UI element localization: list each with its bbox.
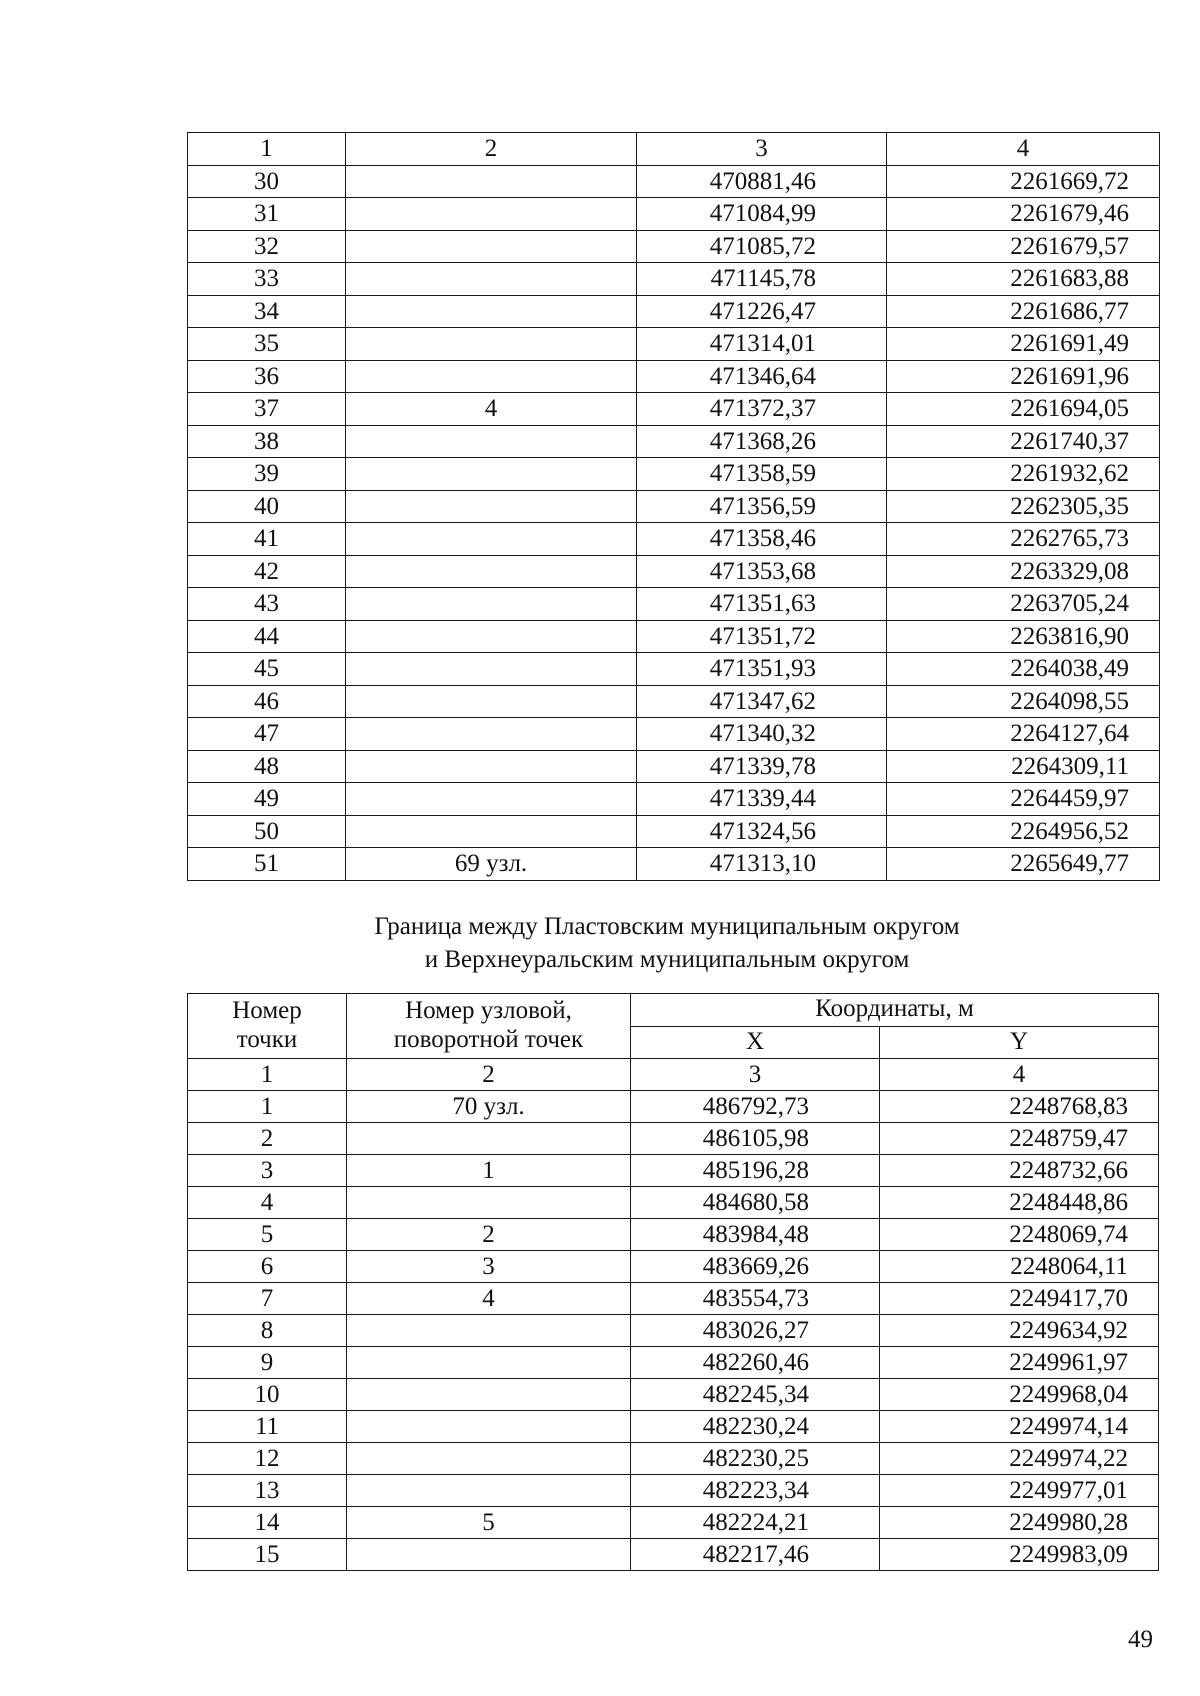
node-number-cell <box>346 750 637 783</box>
table-row <box>188 393 1160 426</box>
point-number-cell: 51 <box>188 848 346 881</box>
table-row <box>188 263 1160 296</box>
node-number-cell: 69 узл. <box>346 848 637 881</box>
point-number-cell: 11 <box>188 1411 347 1443</box>
point-number-cell: 48 <box>188 750 346 783</box>
column-number: 3 <box>637 133 887 166</box>
table-row <box>188 1123 1159 1155</box>
x-coordinate-cell: 471372,37 <box>637 393 887 426</box>
coordinates-table-continued <box>187 132 1160 881</box>
x-coordinate-cell: 486792,73 <box>631 1091 880 1123</box>
y-coordinate-cell: 2248064,11 <box>880 1251 1159 1283</box>
table-row <box>188 718 1160 751</box>
section-heading-line-2: и Верхнеуральским муниципальным округом <box>424 946 910 973</box>
header-point-number: Номер точки <box>188 994 347 1059</box>
y-coordinate-cell: 2261740,37 <box>887 425 1160 458</box>
point-number-cell: 45 <box>188 653 346 686</box>
x-coordinate-cell: 482260,46 <box>631 1347 880 1379</box>
section-heading-line-1: Граница между Пластовским муниципальным округом <box>374 913 960 940</box>
table-row <box>188 1411 1159 1443</box>
y-coordinate-cell: 2248448,86 <box>880 1187 1159 1219</box>
coordinates-table <box>187 993 1159 1571</box>
point-number-cell: 40 <box>188 490 346 523</box>
node-number-cell <box>347 1315 631 1347</box>
node-number-cell <box>346 328 637 361</box>
x-coordinate-cell: 482230,25 <box>631 1443 880 1475</box>
table-row <box>188 653 1160 686</box>
point-number-cell: 2 <box>188 1123 347 1155</box>
point-number-cell: 41 <box>188 523 346 556</box>
point-number-cell: 47 <box>188 718 346 751</box>
y-coordinate-cell: 2249977,01 <box>880 1475 1159 1507</box>
node-number-cell: 4 <box>347 1283 631 1315</box>
point-number-cell: 9 <box>188 1347 347 1379</box>
node-number-cell <box>346 685 637 718</box>
point-number-cell: 35 <box>188 328 346 361</box>
node-number-cell <box>346 360 637 393</box>
y-coordinate-cell: 2262305,35 <box>887 490 1160 523</box>
table-row <box>188 1379 1159 1411</box>
y-coordinate-cell: 2264127,64 <box>887 718 1160 751</box>
node-number-cell <box>347 1539 631 1571</box>
y-coordinate-cell: 2249974,14 <box>880 1411 1159 1443</box>
table-row <box>188 1091 1159 1123</box>
table-row <box>188 1475 1159 1507</box>
x-coordinate-cell: 471314,01 <box>637 328 887 361</box>
x-coordinate-cell: 471324,56 <box>637 815 887 848</box>
node-number-cell <box>346 198 637 231</box>
node-number-cell <box>346 165 637 198</box>
y-coordinate-cell: 2264038,49 <box>887 653 1160 686</box>
x-coordinate-cell: 471347,62 <box>637 685 887 718</box>
node-number-cell <box>347 1379 631 1411</box>
point-number-cell: 3 <box>188 1155 347 1187</box>
y-coordinate-cell: 2264956,52 <box>887 815 1160 848</box>
node-number-cell <box>347 1411 631 1443</box>
node-number-cell: 4 <box>346 393 637 426</box>
node-number-cell: 5 <box>347 1507 631 1539</box>
table-row <box>188 685 1160 718</box>
y-coordinate-cell: 2249983,09 <box>880 1539 1159 1571</box>
section-heading <box>0 910 1200 976</box>
y-coordinate-cell: 2264459,97 <box>887 783 1160 816</box>
x-coordinate-cell: 471085,72 <box>637 230 887 263</box>
table-row <box>188 1283 1159 1315</box>
point-number-cell: 39 <box>188 458 346 491</box>
x-coordinate-cell: 483669,26 <box>631 1251 880 1283</box>
point-number-cell: 44 <box>188 620 346 653</box>
header-y: Y <box>880 1026 1159 1059</box>
header-x: X <box>631 1026 880 1059</box>
x-coordinate-cell: 471353,68 <box>637 555 887 588</box>
table-row <box>188 1315 1159 1347</box>
header-coordinates: Координаты, м <box>631 994 1159 1027</box>
point-number-cell: 46 <box>188 685 346 718</box>
point-number-cell: 8 <box>188 1315 347 1347</box>
column-number-row <box>188 133 1160 166</box>
x-coordinate-cell: 471351,72 <box>637 620 887 653</box>
column-number: 4 <box>880 1059 1159 1091</box>
y-coordinate-cell: 2261932,62 <box>887 458 1160 491</box>
table-row <box>188 1443 1159 1475</box>
point-number-cell: 13 <box>188 1475 347 1507</box>
node-number-cell <box>346 263 637 296</box>
y-coordinate-cell: 2263705,24 <box>887 588 1160 621</box>
node-number-cell <box>346 620 637 653</box>
table-row <box>188 523 1160 556</box>
x-coordinate-cell: 484680,58 <box>631 1187 880 1219</box>
x-coordinate-cell: 471356,59 <box>637 490 887 523</box>
y-coordinate-cell: 2249634,92 <box>880 1315 1159 1347</box>
table-row <box>188 1219 1159 1251</box>
point-number-cell: 31 <box>188 198 346 231</box>
node-number-cell <box>346 653 637 686</box>
node-number-cell <box>346 230 637 263</box>
node-number-cell <box>346 458 637 491</box>
table-row <box>188 1347 1159 1379</box>
y-coordinate-cell: 2248768,83 <box>880 1091 1159 1123</box>
header-row <box>188 994 1159 1027</box>
node-number-cell <box>346 718 637 751</box>
table-row <box>188 328 1160 361</box>
point-number-cell: 43 <box>188 588 346 621</box>
x-coordinate-cell: 471346,64 <box>637 360 887 393</box>
y-coordinate-cell: 2264309,11 <box>887 750 1160 783</box>
y-coordinate-cell: 2248759,47 <box>880 1123 1159 1155</box>
node-number-cell <box>346 425 637 458</box>
node-number-cell <box>347 1347 631 1379</box>
point-number-cell: 42 <box>188 555 346 588</box>
x-coordinate-cell: 471351,93 <box>637 653 887 686</box>
x-coordinate-cell: 471313,10 <box>637 848 887 881</box>
x-coordinate-cell: 471145,78 <box>637 263 887 296</box>
point-number-cell: 15 <box>188 1539 347 1571</box>
table-row <box>188 1251 1159 1283</box>
node-number-cell: 3 <box>347 1251 631 1283</box>
x-coordinate-cell: 471084,99 <box>637 198 887 231</box>
column-number: 2 <box>347 1059 631 1091</box>
column-number-row <box>188 1059 1159 1091</box>
point-number-cell: 30 <box>188 165 346 198</box>
x-coordinate-cell: 471351,63 <box>637 588 887 621</box>
x-coordinate-cell: 485196,28 <box>631 1155 880 1187</box>
column-number: 1 <box>188 1059 347 1091</box>
y-coordinate-cell: 2263329,08 <box>887 555 1160 588</box>
table-row <box>188 360 1160 393</box>
y-coordinate-cell: 2261683,88 <box>887 263 1160 296</box>
node-number-cell <box>346 588 637 621</box>
x-coordinate-cell: 482217,46 <box>631 1539 880 1571</box>
x-coordinate-cell: 471368,26 <box>637 425 887 458</box>
y-coordinate-cell: 2265649,77 <box>887 848 1160 881</box>
y-coordinate-cell: 2261691,49 <box>887 328 1160 361</box>
table-row <box>188 620 1160 653</box>
x-coordinate-cell: 471339,44 <box>637 783 887 816</box>
column-number: 1 <box>188 133 346 166</box>
x-coordinate-cell: 471339,78 <box>637 750 887 783</box>
y-coordinate-cell: 2264098,55 <box>887 685 1160 718</box>
point-number-cell: 34 <box>188 295 346 328</box>
node-number-cell: 1 <box>347 1155 631 1187</box>
table-row <box>188 1155 1159 1187</box>
node-number-cell <box>347 1475 631 1507</box>
header-node-number: Номер узловой, поворотной точек <box>347 994 631 1059</box>
node-number-cell <box>347 1187 631 1219</box>
y-coordinate-cell: 2261691,96 <box>887 360 1160 393</box>
table-row <box>188 555 1160 588</box>
point-number-cell: 5 <box>188 1219 347 1251</box>
point-number-cell: 38 <box>188 425 346 458</box>
point-number-cell: 14 <box>188 1507 347 1539</box>
table-row <box>188 848 1160 881</box>
y-coordinate-cell: 2249961,97 <box>880 1347 1159 1379</box>
table-row <box>188 1507 1159 1539</box>
column-number: 4 <box>887 133 1160 166</box>
x-coordinate-cell: 483554,73 <box>631 1283 880 1315</box>
node-number-cell: 70 узл. <box>347 1091 631 1123</box>
point-number-cell: 10 <box>188 1379 347 1411</box>
point-number-cell: 37 <box>188 393 346 426</box>
x-coordinate-cell: 482224,21 <box>631 1507 880 1539</box>
y-coordinate-cell: 2263816,90 <box>887 620 1160 653</box>
point-number-cell: 36 <box>188 360 346 393</box>
point-number-cell: 1 <box>188 1091 347 1123</box>
y-coordinate-cell: 2248732,66 <box>880 1155 1159 1187</box>
node-number-cell <box>346 295 637 328</box>
x-coordinate-cell: 482223,34 <box>631 1475 880 1507</box>
table-row <box>188 165 1160 198</box>
y-coordinate-cell: 2261686,77 <box>887 295 1160 328</box>
table-row <box>188 1539 1159 1571</box>
point-number-cell: 33 <box>188 263 346 296</box>
table-row <box>188 295 1160 328</box>
node-number-cell: 2 <box>347 1219 631 1251</box>
y-coordinate-cell: 2261669,72 <box>887 165 1160 198</box>
x-coordinate-cell: 483984,48 <box>631 1219 880 1251</box>
node-number-cell <box>346 555 637 588</box>
y-coordinate-cell: 2249974,22 <box>880 1443 1159 1475</box>
column-number: 3 <box>631 1059 880 1091</box>
node-number-cell <box>347 1123 631 1155</box>
table-row <box>188 458 1160 491</box>
table-row <box>188 230 1160 263</box>
point-number-cell: 7 <box>188 1283 347 1315</box>
column-number: 2 <box>346 133 637 166</box>
point-number-cell: 4 <box>188 1187 347 1219</box>
node-number-cell <box>346 490 637 523</box>
y-coordinate-cell: 2249968,04 <box>880 1379 1159 1411</box>
node-number-cell <box>347 1443 631 1475</box>
node-number-cell <box>346 523 637 556</box>
y-coordinate-cell: 2261694,05 <box>887 393 1160 426</box>
table-row <box>188 783 1160 816</box>
table-row <box>188 198 1160 231</box>
y-coordinate-cell: 2262765,73 <box>887 523 1160 556</box>
page-number: 49 <box>1128 1626 1153 1653</box>
table-row <box>188 588 1160 621</box>
table-row <box>188 750 1160 783</box>
y-coordinate-cell: 2249980,28 <box>880 1507 1159 1539</box>
x-coordinate-cell: 471340,32 <box>637 718 887 751</box>
y-coordinate-cell: 2261679,57 <box>887 230 1160 263</box>
table-row <box>188 425 1160 458</box>
table-row <box>188 815 1160 848</box>
x-coordinate-cell: 482230,24 <box>631 1411 880 1443</box>
point-number-cell: 49 <box>188 783 346 816</box>
x-coordinate-cell: 483026,27 <box>631 1315 880 1347</box>
table-row <box>188 1187 1159 1219</box>
table-row <box>188 490 1160 523</box>
x-coordinate-cell: 471226,47 <box>637 295 887 328</box>
node-number-cell <box>346 815 637 848</box>
point-number-cell: 32 <box>188 230 346 263</box>
y-coordinate-cell: 2249417,70 <box>880 1283 1159 1315</box>
x-coordinate-cell: 470881,46 <box>637 165 887 198</box>
y-coordinate-cell: 2248069,74 <box>880 1219 1159 1251</box>
point-number-cell: 6 <box>188 1251 347 1283</box>
point-number-cell: 12 <box>188 1443 347 1475</box>
x-coordinate-cell: 471358,59 <box>637 458 887 491</box>
x-coordinate-cell: 486105,98 <box>631 1123 880 1155</box>
x-coordinate-cell: 471358,46 <box>637 523 887 556</box>
point-number-cell: 50 <box>188 815 346 848</box>
x-coordinate-cell: 482245,34 <box>631 1379 880 1411</box>
node-number-cell <box>346 783 637 816</box>
y-coordinate-cell: 2261679,46 <box>887 198 1160 231</box>
